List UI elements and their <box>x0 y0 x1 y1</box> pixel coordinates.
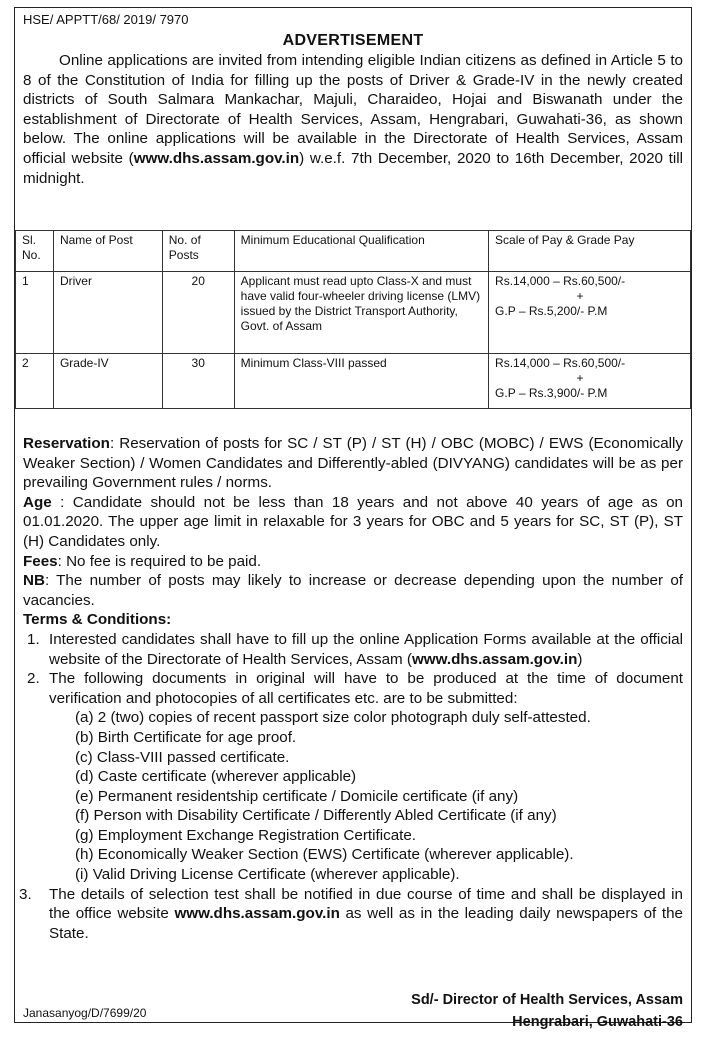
list-item: (a) 2 (two) copies of recent passport size color photograph duly self-attested. <box>75 709 591 727</box>
reference-number: HSE/ APPTT/68/ 2019/ 7970 <box>23 12 189 27</box>
footer-code: Janasanyog/D/7699/20 <box>23 1006 147 1020</box>
nb-paragraph <box>23 571 683 610</box>
item-text: The following documents in original will have to be produced at the time of document verification and photocopies of all certificates etc. are to be submitted: <box>49 670 683 707</box>
row-qualification: Applicant must read upto Class-X and must have valid four-wheeler driving license (LMV) issued by the District Transport Authority, Govt. of Assam <box>234 272 488 354</box>
intro-text-tail: ) w.e.f. 7th December, 2020 to 16th December, 2020 till midnight. <box>23 149 683 187</box>
row-count: 20 <box>162 272 234 354</box>
signature-block <box>411 989 683 1033</box>
pay-plus: + <box>576 289 584 303</box>
grade-pay: G.P – Rs.5,200/- P.M <box>495 304 608 318</box>
document-list <box>49 708 683 884</box>
header-pay: Scale of Pay & Grade Pay <box>489 231 691 272</box>
row-qualification: Minimum Class-VIII passed <box>234 354 488 409</box>
list-item: (c) Class-VIII passed certificate. <box>75 748 290 766</box>
list-item: (b) Birth Certificate for age proof. <box>75 728 297 746</box>
pay-plus: + <box>576 371 584 385</box>
item-tail: ) <box>577 650 583 668</box>
reservation-paragraph <box>23 434 683 493</box>
posts-table <box>15 230 691 409</box>
nb-label: NB <box>23 572 45 590</box>
signature-line-2: Hengrabari, Guwahati-36 <box>512 1014 683 1030</box>
age-paragraph <box>23 493 683 552</box>
header-qualification: Minimum Educational Qualification <box>234 231 488 272</box>
website-link[interactable]: www.dhs.assam.gov.in <box>411 650 578 668</box>
terms-heading-text: Terms & Conditions: <box>23 611 172 629</box>
age-text: : Candidate should not be less than 18 years and not above 40 years of age as on 01.01.2020. The upper age limit in relaxable for 3 years for OBC and 5 years for SC, ST (P), ST (H) Candidates only. <box>23 493 683 550</box>
signature-line-1: Sd/- Director of Health Services, Assam <box>411 992 683 1008</box>
row-post: Grade-IV <box>53 354 162 409</box>
item-text: Interested candidates shall have to fill up the online Application Forms available at the official website of the Directorate of Health Services, Assam ( <box>49 630 683 668</box>
row-post: Driver <box>53 272 162 354</box>
table-row <box>16 272 691 354</box>
list-item: (i) Valid Driving License Certificate (wherever applicable). <box>75 866 460 884</box>
row-count: 30 <box>162 354 234 409</box>
list-item: (h) Economically Weaker Section (EWS) Certificate (wherever applicable). <box>75 846 574 864</box>
table-header-row <box>16 231 691 272</box>
row-sl: 1 <box>16 272 54 354</box>
item-number: 3. <box>19 885 32 903</box>
item-tail: as well as in the leading daily newspapers of the State. <box>49 905 683 942</box>
fees-text: : No fee is required to be paid. <box>57 552 262 570</box>
item-text: The details of selection test shall be notified in due course of time and shall be displayed in the office website <box>49 885 683 923</box>
fees-paragraph <box>23 552 683 572</box>
grade-pay: G.P – Rs.3,900/- P.M <box>495 386 608 400</box>
reservation-label: Reservation <box>23 435 110 452</box>
table-row <box>16 354 691 409</box>
nb-text: : The number of posts may likely to increase or decrease depending upon the number of vacancies. <box>23 572 683 609</box>
terms-item-3 <box>19 885 683 944</box>
item-number: 1. <box>27 630 40 648</box>
reservation-text: : Reservation of posts for SC / ST (P) / ST (H) / OBC (MOBC) / EWS (Economically Weaker Section) / Women Candidates and Differently-abled (DIVYANG) candidates will be as per prevailing Government rules / norms. <box>23 435 683 492</box>
list-item: (d) Caste certificate (wherever applicable) <box>75 768 357 786</box>
item-number: 2. <box>27 670 40 688</box>
website-link[interactable]: www.dhs.assam.gov.in <box>133 149 300 167</box>
website-link[interactable]: www.dhs.assam.gov.in <box>174 905 340 923</box>
terms-body <box>19 434 683 943</box>
header-sl: Sl. No. <box>16 231 54 272</box>
row-sl: 2 <box>16 354 54 409</box>
pay-scale: Rs.14,000 – Rs.60,500/- <box>495 356 626 370</box>
advertisement-title: ADVERTISEMENT <box>282 32 424 49</box>
list-item: (g) Employment Exchange Registration Certificate. <box>75 826 417 844</box>
terms-item-1 <box>23 630 683 669</box>
terms-item-2 <box>23 669 683 885</box>
pay-scale: Rs.14,000 – Rs.60,500/- <box>495 274 626 288</box>
intro-paragraph <box>23 51 683 188</box>
header-post: Name of Post <box>53 231 162 272</box>
row-pay <box>489 354 691 409</box>
row-pay <box>489 272 691 354</box>
fees-label: Fees <box>23 552 58 570</box>
header-count: No. of Posts <box>162 231 234 272</box>
advertisement-frame <box>14 7 692 1030</box>
age-label: Age <box>23 493 52 511</box>
list-item: (e) Permanent residentship certificate / Domicile certificate (if any) <box>75 787 519 805</box>
intro-text: Online applications are invited from intending eligible Indian citizens as defined in Article 5 to 8 of the Constitution of India for filling up the posts of Driver & Grade-IV in the newly created districts of South Salmara Mankachar, Majuli, Charaideo, Hojai and Biswanath under the establishment of Directorate of Health Services, Assam, Hengrabari, Guwahati-36, as shown below. The online applications will be available in the Directorate of Health Services, Assam official website ( <box>23 52 683 167</box>
list-item: (f) Person with Disability Certificate / Differently Abled Certificate (if any) <box>75 807 557 825</box>
terms-heading <box>23 610 683 630</box>
